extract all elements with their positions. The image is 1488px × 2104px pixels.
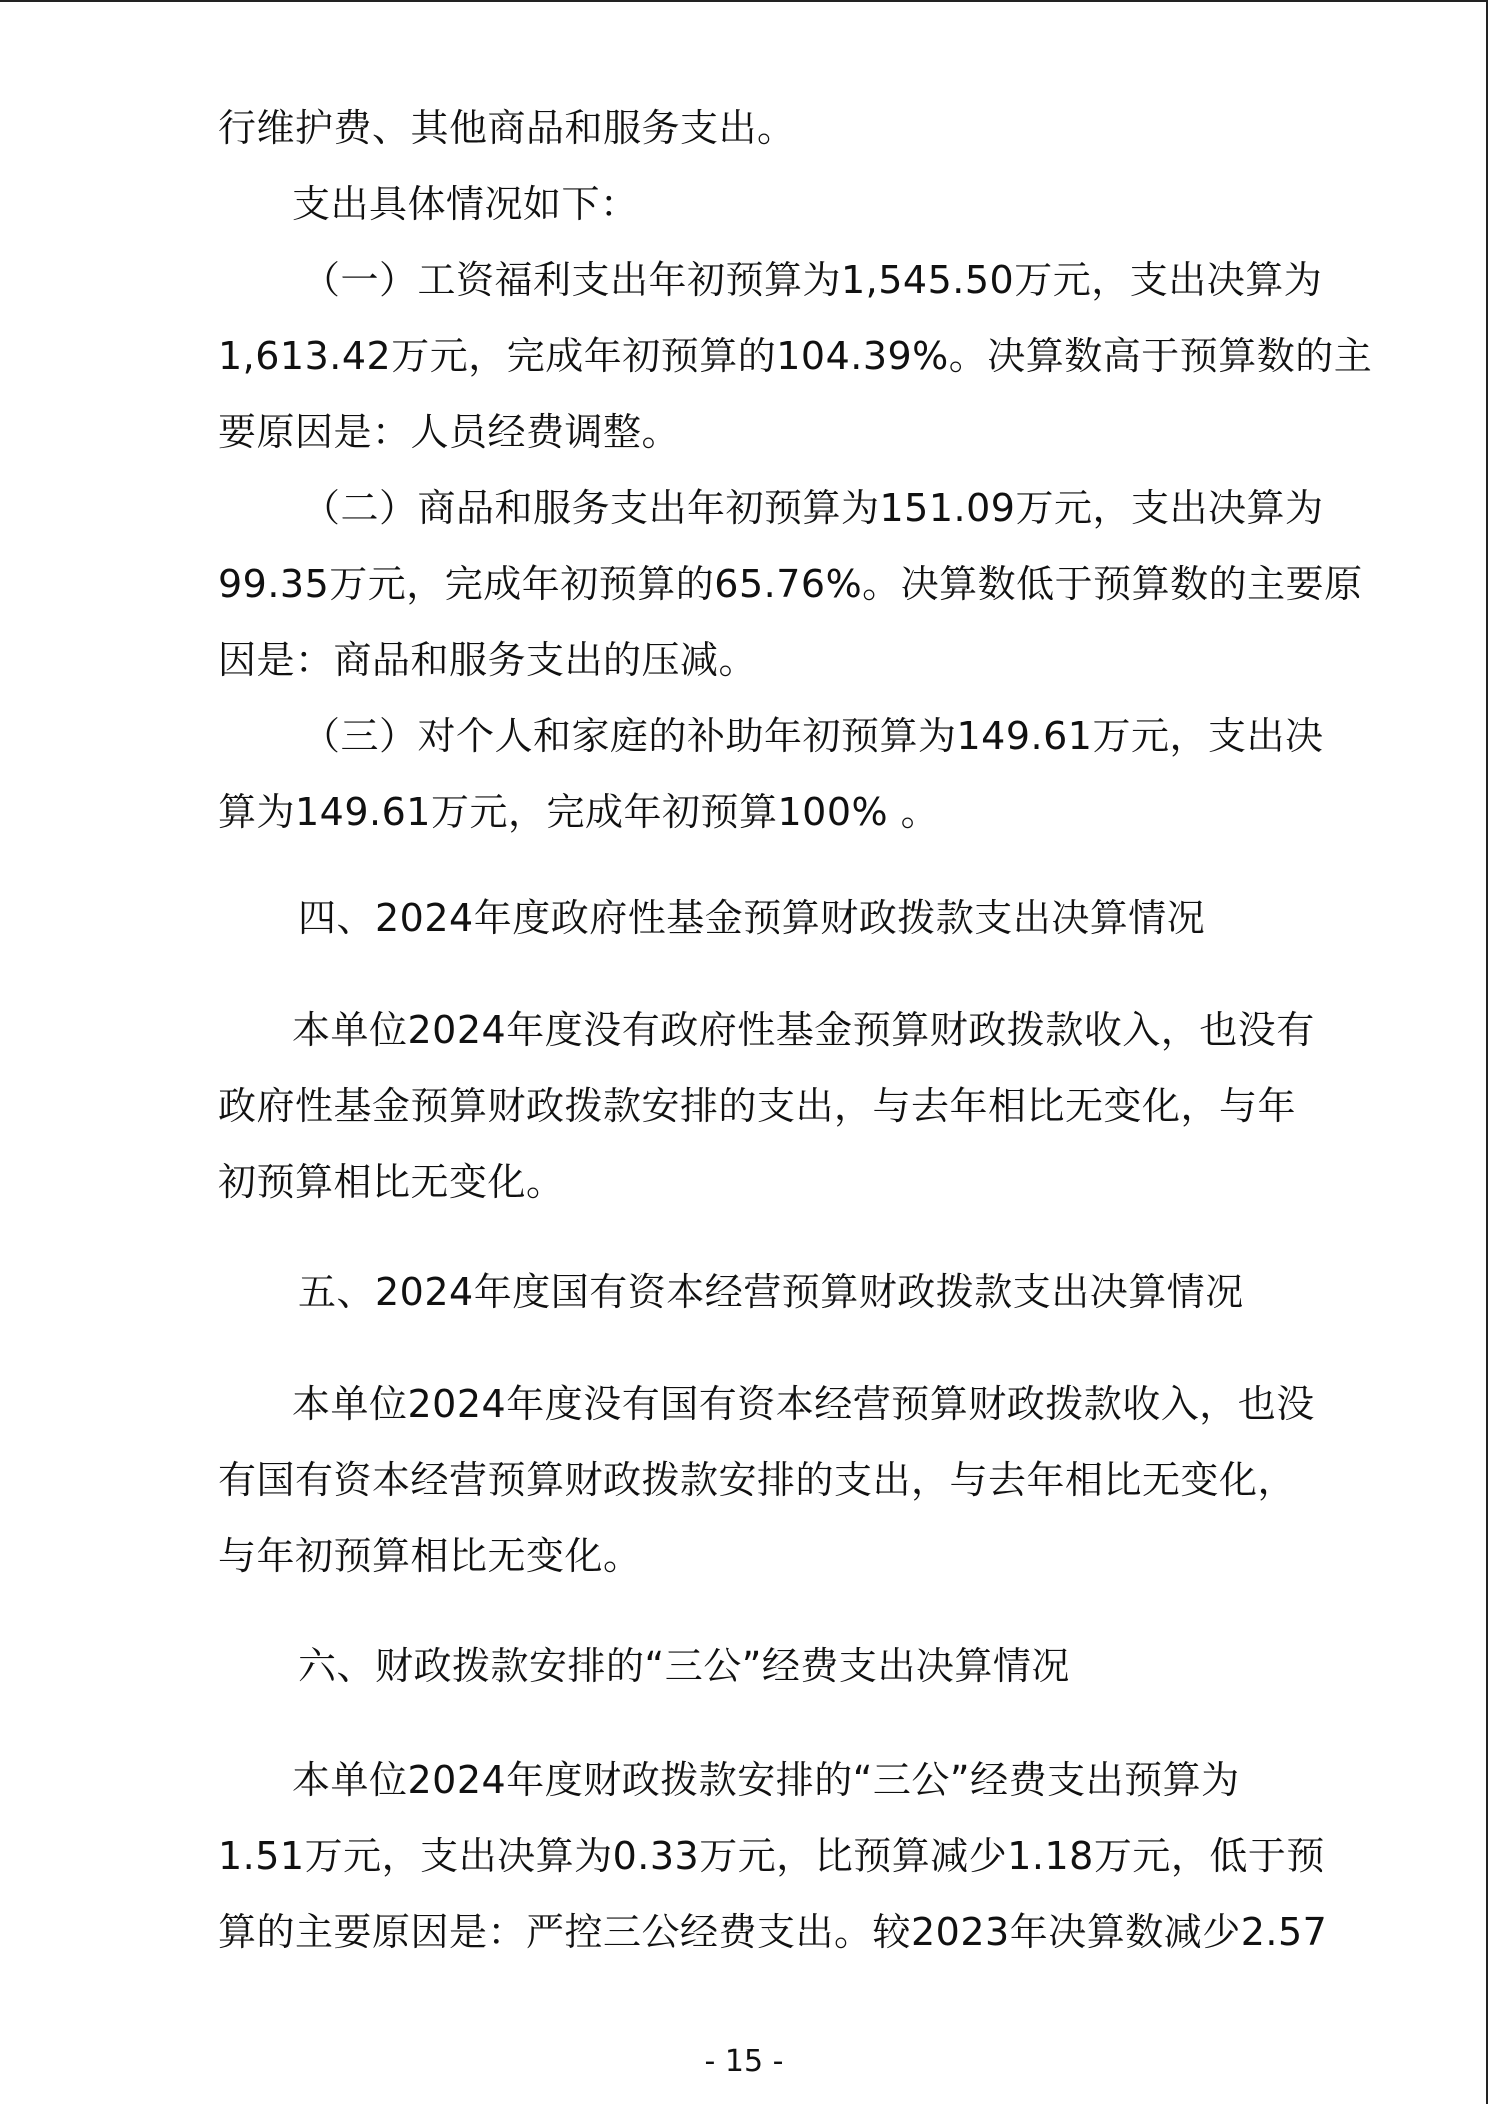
paragraph-line: 要原因是：人员经费调整。 bbox=[218, 410, 681, 454]
paragraph-line: 与年初预算相比无变化。 bbox=[218, 1534, 642, 1578]
paragraph-line: 有国有资本经营预算财政拨款安排的支出，与去年相比无变化， bbox=[218, 1458, 1297, 1502]
page-number: - 15 - bbox=[704, 2044, 784, 2079]
paragraph-line: 算为149.61万元，完成年初预算100% 。 bbox=[218, 790, 940, 834]
section-heading: 五、2024年度国有资本经营预算财政拨款支出决算情况 bbox=[298, 1270, 1244, 1314]
paragraph-line: 本单位2024年度没有国有资本经营预算财政拨款收入，也没 bbox=[292, 1382, 1315, 1426]
paragraph-line: （三）对个人和家庭的补助年初预算为149.61万元，支出决 bbox=[302, 714, 1324, 758]
section-heading: 六、财政拨款安排的“三公”经费支出决算情况 bbox=[298, 1644, 1070, 1688]
paragraph-line: 支出具体情况如下： bbox=[292, 182, 639, 226]
paragraph-line: 1,613.42万元，完成年初预算的104.39%。决算数高于预算数的主 bbox=[218, 334, 1373, 378]
paragraph-line: （一）工资福利支出年初预算为1,545.50万元，支出决算为 bbox=[302, 258, 1323, 302]
paragraph-line: 本单位2024年度财政拨款安排的“三公”经费支出预算为 bbox=[292, 1758, 1240, 1802]
paragraph-line: （二）商品和服务支出年初预算为151.09万元，支出决算为 bbox=[302, 486, 1324, 530]
paragraph-line: 99.35万元，完成年初预算的65.76%。决算数低于预算数的主要原 bbox=[218, 562, 1363, 606]
paragraph-line: 行维护费、其他商品和服务支出。 bbox=[218, 106, 796, 150]
paragraph-line: 本单位2024年度没有政府性基金预算财政拨款收入，也没有 bbox=[292, 1008, 1315, 1052]
paragraph-line: 算的主要原因是：严控三公经费支出。较2023年决算数减少2.57 bbox=[218, 1910, 1328, 1954]
paragraph-line: 政府性基金预算财政拨款安排的支出，与去年相比无变化，与年 bbox=[218, 1084, 1297, 1128]
paragraph-line: 1.51万元，支出决算为0.33万元，比预算减少1.18万元，低于预 bbox=[218, 1834, 1325, 1878]
paragraph-line: 因是：商品和服务支出的压减。 bbox=[218, 638, 758, 682]
section-heading: 四、2024年度政府性基金预算财政拨款支出决算情况 bbox=[298, 896, 1206, 940]
paragraph-line: 初预算相比无变化。 bbox=[218, 1160, 565, 1204]
